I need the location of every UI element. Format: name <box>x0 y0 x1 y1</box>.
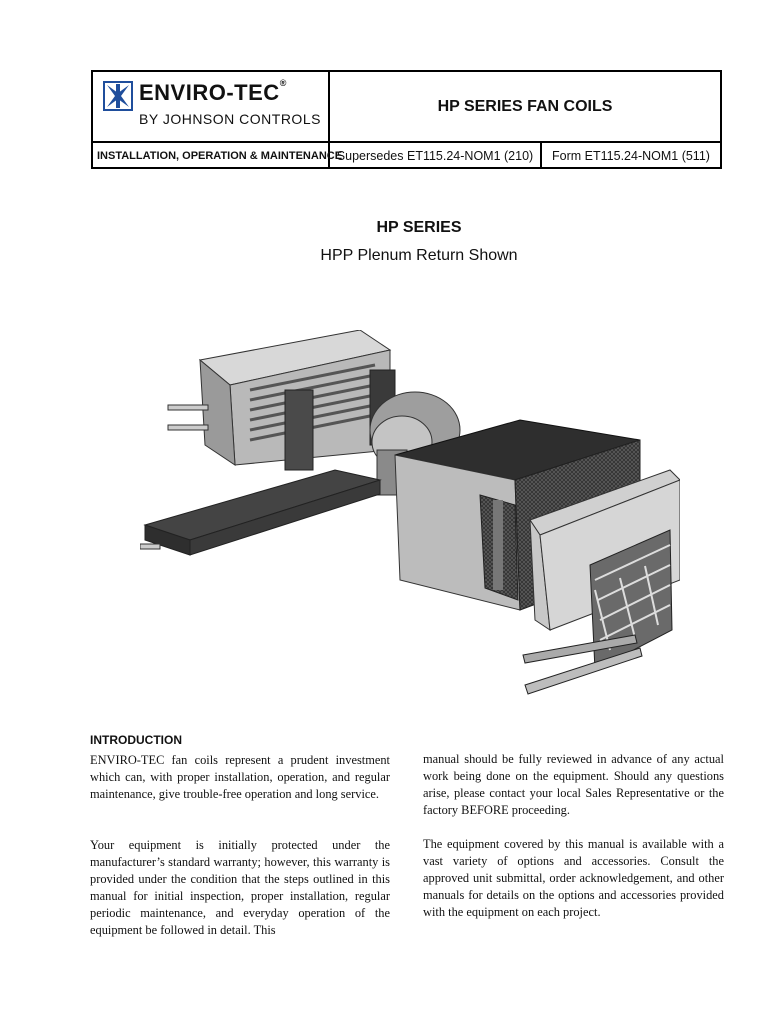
supersedes-text: Supersedes ET115.24-NOM1 (210) <box>330 143 542 169</box>
intro-paragraph-1: ENVIRO-TEC fan coils represent a prudent investment which can, with proper installation, operation, and regular maintenance, give trouble-free operation and long service. <box>90 753 390 801</box>
header-top-row <box>93 72 720 143</box>
enviro-tec-logo-icon <box>103 81 133 111</box>
page-subheading: HPP Plenum Return Shown <box>320 247 518 264</box>
form-number: Form ET115.24-NOM1 (511) <box>552 149 710 163</box>
brand-name: ENVIRO-TEC® <box>139 78 287 105</box>
document-header <box>91 70 722 169</box>
intro-paragraph-3: manual should be fully reviewed in advance of any actual work being done on the equipment. Should any questions arise, please contact your local Sales Representative or the factory BEFORE proceeding. <box>423 752 724 817</box>
brand-byline: BY JOHNSON CONTROLS <box>139 111 321 127</box>
page-heading: HP SERIES <box>376 219 462 236</box>
document-title: HP SERIES FAN COILS <box>437 97 613 115</box>
fan-coil-exploded-illustration <box>140 330 680 710</box>
doc-type: INSTALLATION, OPERATION & MAINTENANCE <box>93 143 330 169</box>
header-bottom-row <box>93 143 720 169</box>
intro-paragraph-2: Your equipment is initially protected under the manufacturer’s standard warranty; however, this warranty is provided under the condition that the steps outlined in this manual for initial inspection, proper installation, regular periodic maintenance, and everyday operation of the equipment be followed in detail. This <box>90 838 390 937</box>
section-title: INTRODUCTION <box>90 733 182 747</box>
logo-cell <box>93 72 330 141</box>
intro-paragraph-4: The equipment covered by this manual is available with a vast variety of options and accessories. Consult the approved unit submittal, order acknowledgement, and other manuals for details on the options and accessories provided with the equipment on each project. <box>423 837 724 919</box>
